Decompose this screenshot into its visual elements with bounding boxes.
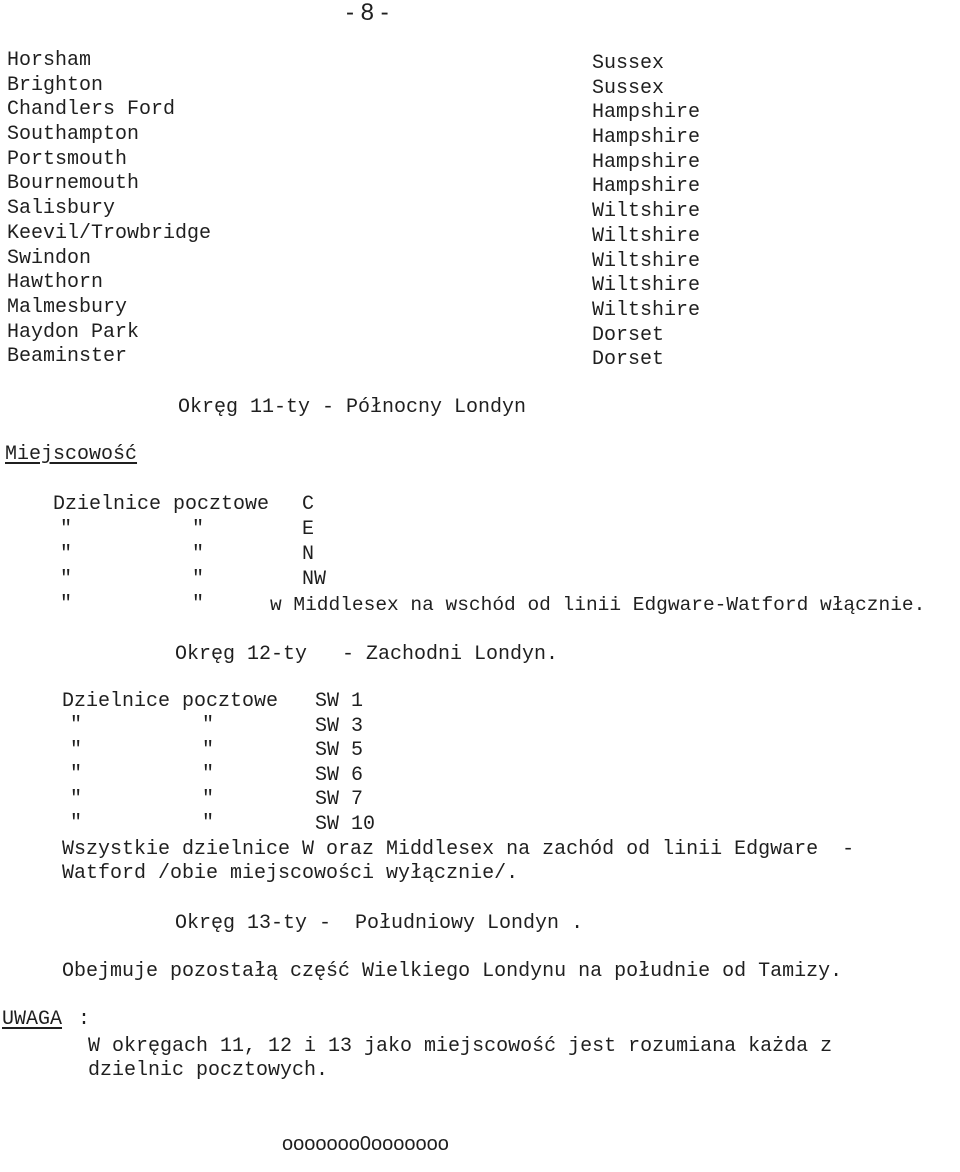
district-11-row-value: NW: [302, 568, 327, 591]
postal-code: SW 10: [315, 812, 376, 836]
town-name: Malmesbury: [7, 295, 128, 319]
district-11-row-value: w Middlesex na wschód od linii Edgware-Watford włącznie.: [270, 594, 926, 616]
footer-rule: ooooooo0ooooooo: [282, 1133, 449, 1155]
postal-code: SW 1: [315, 690, 364, 713]
county-name: Hampshire: [592, 175, 701, 199]
county-name: Hampshire: [592, 101, 701, 125]
district-13-text: Obejmuje pozostałą część Wielkiego Londynu na południe od Tamizy.: [62, 960, 843, 983]
town-name: Horsham: [7, 49, 92, 72]
postal-code: SW 6: [315, 763, 364, 787]
county-name: Wiltshire: [592, 298, 701, 322]
town-name: Portsmouth: [7, 147, 128, 171]
district-11-row-value: C: [302, 493, 315, 516]
district-13-heading: Okręg 13-ty - Południowy Londyn .: [175, 912, 584, 935]
county-name: Wiltshire: [592, 249, 701, 273]
postal-code: SW 5: [315, 739, 364, 762]
county-name: Hampshire: [592, 150, 701, 174]
ditto-mark: " ": [60, 543, 205, 566]
town-name: Hawthorn: [7, 271, 104, 295]
town-name: Bournemouth: [7, 172, 140, 196]
ditto-mark: " ": [70, 812, 215, 835]
district-11-heading: Okręg 11-ty - Północny Londyn: [178, 396, 527, 419]
remark-line-2: dzielnic pocztowych.: [88, 1059, 329, 1082]
ditto-mark: " ": [70, 714, 215, 737]
ditto-mark: " ": [60, 518, 205, 541]
county-name: Hampshire: [592, 126, 701, 150]
district-11-row-value: N: [302, 543, 315, 566]
postal-code: SW 3: [315, 714, 364, 738]
district-11-row-label: Dzielnice pocztowe: [53, 493, 270, 516]
remark-colon: :: [78, 1008, 91, 1031]
county-name: Wiltshire: [592, 274, 701, 298]
town-name: Salisbury: [7, 197, 116, 221]
ditto-mark: " ": [60, 593, 205, 616]
county-column: [592, 52, 700, 373]
county-name: Wiltshire: [592, 224, 701, 248]
column-label: Miejscowość: [5, 443, 138, 466]
town-name: Brighton: [7, 73, 104, 97]
town-name: Swindon: [7, 246, 92, 270]
district-12-note-line-1: Wszystkie dzielnice W oraz Middlesex na zachód od linii Edgware -: [62, 838, 855, 861]
district-12-label: Dzielnice pocztowe: [62, 690, 279, 713]
county-name: Sussex: [592, 52, 665, 75]
county-name: Dorset: [592, 323, 665, 347]
postal-code: SW 7: [315, 788, 364, 811]
remark-line-1: W okręgach 11, 12 i 13 jako miejscowość jest rozumiana każda z: [88, 1035, 833, 1058]
town-name: Southampton: [7, 123, 140, 147]
ditto-mark: " ": [70, 739, 215, 762]
town-name: Beaminster: [7, 345, 128, 369]
town-name: Haydon Park: [7, 320, 140, 344]
ditto-mark: " ": [60, 568, 205, 591]
district-12-heading-name: - Zachodni Londyn.: [342, 643, 559, 666]
county-name: Wiltshire: [592, 200, 701, 224]
postal-code-column: [315, 690, 375, 837]
district-12-note-line-2: Watford /obie miejscowości wyłącznie/.: [62, 862, 519, 885]
county-name: Dorset: [592, 348, 665, 372]
district-12-heading: Okręg 12-ty: [175, 643, 308, 666]
county-name: Sussex: [592, 76, 665, 100]
remark-label: UWAGA: [2, 1008, 63, 1031]
district-11-row-value: E: [302, 518, 315, 541]
ditto-mark: " ": [70, 763, 215, 786]
town-name: Chandlers Ford: [7, 98, 176, 122]
page-number: - 8 -: [346, 0, 389, 26]
town-column: [7, 49, 211, 370]
town-name: Keevil/Trowbridge: [7, 221, 212, 245]
ditto-mark: " ": [70, 788, 215, 811]
